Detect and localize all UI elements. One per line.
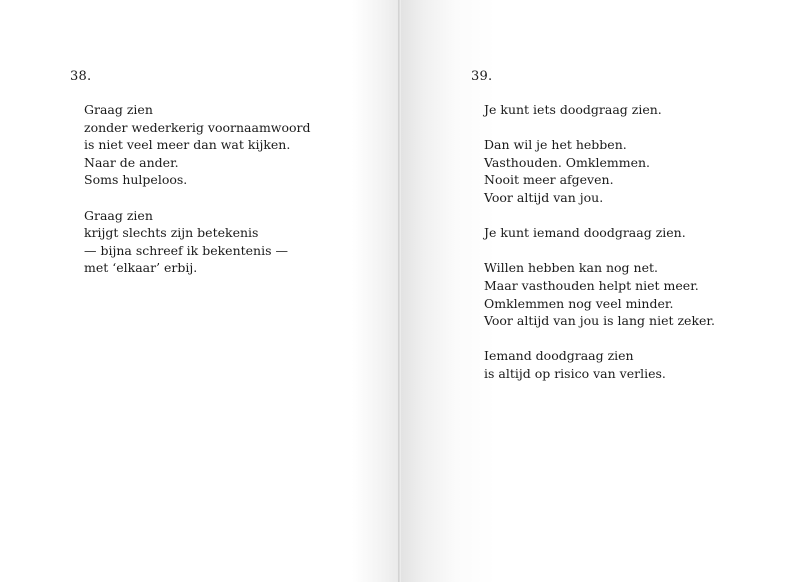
poem xyxy=(84,101,384,295)
poem-line: zonder wederkerig voornaamwoord xyxy=(84,119,311,135)
poem-line: Nooit meer afgeven. xyxy=(484,172,614,188)
page-number: 38. xyxy=(70,69,92,84)
poem-line: krijgt slechts zijn betekenis xyxy=(84,225,259,241)
stanza xyxy=(84,207,384,277)
poem-line: Je kunt iets doodgraag zien. xyxy=(484,102,662,117)
poem-line: Graag zien xyxy=(84,207,153,223)
stanza xyxy=(484,136,784,206)
poem-line: Je kunt iemand doodgraag zien. xyxy=(484,225,686,241)
poem xyxy=(484,101,784,400)
page-number: 39. xyxy=(471,69,493,84)
poem-line: Voor altijd van jou. xyxy=(484,189,604,205)
poem-line: Dan wil je het hebben. xyxy=(484,137,627,153)
stanza xyxy=(484,259,784,329)
poem-line: is niet veel meer dan wat kijken. xyxy=(84,137,291,153)
stanza xyxy=(484,101,784,119)
poem-line: Willen hebben kan nog net. xyxy=(484,260,658,276)
poem-line: Iemand doodgraag zien xyxy=(484,348,634,364)
poem-line: Vasthouden. Omklemmen. xyxy=(484,154,650,170)
stanza xyxy=(484,347,784,382)
poem-line: Omklemmen nog veel minder. xyxy=(484,295,674,311)
book-gutter xyxy=(398,0,401,582)
poem-line: Naar de ander. xyxy=(84,154,179,170)
right-page xyxy=(400,0,800,582)
poem-line: Voor altijd van jou is lang niet zeker. xyxy=(484,313,715,329)
stanza xyxy=(84,101,384,189)
poem-line: Maar vasthouden helpt niet meer. xyxy=(484,277,699,293)
poem-line: — bijna schreef ik bekentenis — xyxy=(84,242,288,258)
stanza xyxy=(484,224,784,242)
poem-line: Graag zien xyxy=(84,102,153,117)
poem-line: Soms hulpeloos. xyxy=(84,172,188,188)
poem-line: is altijd op risico van verlies. xyxy=(484,365,666,381)
poem-line: met ‘elkaar’ erbij. xyxy=(84,260,198,276)
